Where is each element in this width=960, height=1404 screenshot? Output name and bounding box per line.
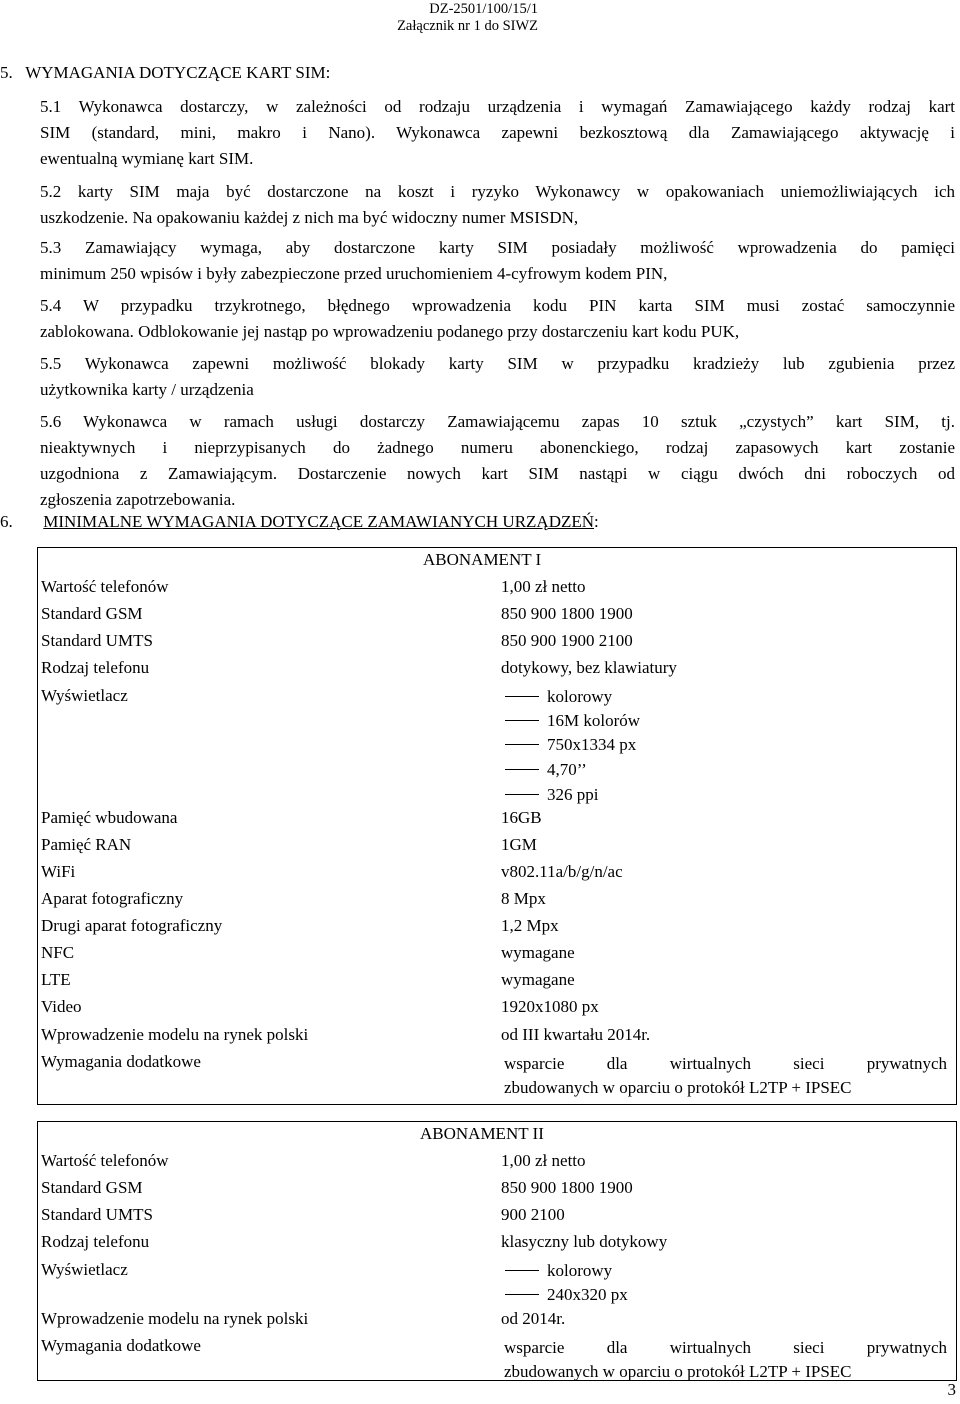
- dash-bullet: [505, 769, 539, 770]
- spec-label: Wymagania dodatkowe: [41, 1052, 201, 1071]
- paragraph-line: 5.3 Zamawiający wymaga, aby dostarczone karty SIM posiadały możliwość wprowadzenia do pamięci: [40, 238, 955, 257]
- extra-line: zbudowanych w oparciu o protokół L2TP + IPSEC: [504, 1078, 852, 1097]
- display-spec-item: [505, 735, 636, 755]
- section-6-title: [0, 512, 599, 532]
- display-spec-item: [505, 760, 587, 780]
- extra-line: wsparcie dla wirtualnych sieci prywatnych: [504, 1338, 947, 1357]
- document-id: DZ-2501/100/15/1: [429, 1, 538, 17]
- abonament-1-extra: [504, 1052, 947, 1100]
- spec-label: Pamięć RAN: [41, 835, 132, 854]
- page-number: 3: [947, 1380, 956, 1399]
- spec-value: 8 Mpx: [501, 889, 546, 908]
- spec-label: Wprowadzenie modelu na rynek polski: [41, 1025, 309, 1044]
- spec-label: WiFi: [41, 862, 76, 881]
- extra-line: wsparcie dla wirtualnych sieci prywatnych: [504, 1054, 947, 1073]
- display-spec-text: 4,70’’: [547, 760, 587, 779]
- spec-label: Video: [41, 997, 82, 1016]
- spec-label: Rodzaj telefonu: [41, 1232, 150, 1251]
- section-6-number: 6.: [0, 512, 13, 531]
- spec-label: Standard GSM: [41, 1178, 143, 1197]
- paragraph-line: uszkodzenie. Na opakowaniu każdej z nich ma być widoczny numer MSISDN,: [40, 208, 579, 227]
- paragraph-line: 5.5 Wykonawca zapewni możliwość blokady karty SIM w przypadku kradzieży lub zgubienia przez: [40, 354, 955, 373]
- display-spec-text: 326 ppi: [547, 785, 599, 804]
- paragraph-line: ewentualną wymianę kart SIM.: [40, 149, 254, 168]
- spec-value: od III kwartału 2014r.: [501, 1025, 651, 1044]
- paragraph-5-3: [40, 235, 955, 287]
- spec-label: Wartość telefonów: [41, 1151, 169, 1170]
- spec-value: 16GB: [501, 808, 542, 827]
- paragraph-line: 5.4 W przypadku trzykrotnego, błędnego wprowadzenia kodu PIN karta SIM musi zostać samoczynnie: [40, 296, 955, 315]
- spec-label: Drugi aparat fotograficzny: [41, 916, 223, 935]
- spec-label: Standard UMTS: [41, 1205, 153, 1224]
- spec-value: 1,00 zł netto: [501, 577, 586, 596]
- paragraph-line: zgłoszenia zapotrzebowania.: [40, 490, 236, 509]
- spec-label: LTE: [41, 970, 71, 989]
- spec-value: wymagane: [501, 943, 575, 962]
- paragraph-line: 5.1 Wykonawca dostarczy, w zależności od rodzaju urządzenia i wymagań Zamawiającego każdy rodzaj kart: [40, 97, 955, 116]
- dash-bullet: [505, 1270, 539, 1271]
- spec-value: 850 900 1900 2100: [501, 631, 633, 650]
- spec-value: v802.11a/b/g/n/ac: [501, 862, 623, 881]
- paragraph-line: użytkownika karty / urządzenia: [40, 380, 254, 399]
- display-spec-text: 750x1334 px: [547, 735, 637, 754]
- dash-bullet: [505, 720, 539, 721]
- dash-bullet: [505, 744, 539, 745]
- spec-value: od 2014r.: [501, 1309, 566, 1328]
- paragraph-5-1: [40, 94, 955, 172]
- display-spec-item: [505, 1261, 612, 1281]
- spec-label: Pamięć wbudowana: [41, 808, 178, 827]
- spec-value: 900 2100: [501, 1205, 565, 1224]
- spec-label: Standard GSM: [41, 604, 143, 623]
- spec-label: Wyświetlacz: [41, 686, 128, 705]
- spec-label: Wprowadzenie modelu na rynek polski: [41, 1309, 309, 1328]
- annex-label: Załącznik nr 1 do SIWZ: [397, 18, 538, 34]
- spec-label: Wyświetlacz: [41, 1260, 128, 1279]
- dash-bullet: [505, 794, 539, 795]
- paragraph-line: 5.6 Wykonawca w ramach usługi dostarczy Zamawiającemu zapas 10 sztuk „czystych” kart SIM, tj.: [40, 412, 955, 431]
- paragraph-line: zablokowana. Odblokowanie jej nastąp po wprowadzeniu podanego przy dostarczeniu kart kodu PUK,: [40, 322, 740, 341]
- extra-line: zbudowanych w oparciu o protokół L2TP + IPSEC: [504, 1362, 852, 1381]
- spec-value: dotykowy, bez klawiatury: [501, 658, 677, 677]
- display-spec-item: [505, 687, 612, 707]
- display-spec-text: kolorowy: [547, 687, 613, 706]
- spec-label: Rodzaj telefonu: [41, 658, 150, 677]
- section-6-heading: MINIMALNE WYMAGANIA DOTYCZĄCE ZAMAWIANYCH URZĄDZEŃ: [43, 512, 595, 531]
- paragraph-line: nieaktywnych i nieprzypisanych do żadnego numeru abonenckiego, rodzaj zapasowych kart zostanie: [40, 438, 955, 457]
- spec-value: 1,2 Mpx: [501, 916, 559, 935]
- paragraph-5-2: [40, 179, 955, 231]
- paragraph-line: SIM (standard, mini, makro i Nano). Wykonawca zapewni bezkosztową dla Zamawiającego aktywację i: [40, 123, 955, 142]
- paragraph-line: minimum 250 wpisów i były zabezpieczone przed uruchomieniem 4-cyfrowym kodem PIN,: [40, 264, 668, 283]
- spec-value: 850 900 1800 1900: [501, 604, 633, 623]
- display-spec-item: [505, 711, 640, 731]
- abonament-2-extra: [504, 1336, 947, 1384]
- spec-label: Wymagania dodatkowe: [41, 1336, 201, 1355]
- display-spec-item: [505, 785, 598, 805]
- section-6-colon: :: [594, 512, 599, 531]
- paragraph-5-6: [40, 409, 955, 513]
- paragraph-5-4: [40, 293, 955, 345]
- spec-value: 1,00 zł netto: [501, 1151, 586, 1170]
- spec-value: 1GM: [501, 835, 537, 854]
- spec-label: NFC: [41, 943, 75, 962]
- document-header: [397, 1, 538, 35]
- display-spec-text: 16M kolorów: [547, 711, 641, 730]
- display-spec-text: 240x320 px: [547, 1285, 628, 1304]
- display-spec-item: [505, 1285, 628, 1305]
- paragraph-line: uzgodniona z Zamawiającym. Dostarczenie nowych kart SIM nastąpi w ciągu dwóch dni roboczych od: [40, 464, 955, 483]
- paragraph-line: 5.2 karty SIM maja być dostarczone na koszt i ryzyko Wykonawcy w opakowaniach uniemożliwiających ich: [40, 182, 955, 201]
- abonament-2-title: ABONAMENT II: [420, 1124, 544, 1143]
- spec-value: 850 900 1800 1900: [501, 1178, 633, 1197]
- spec-label: Wartość telefonów: [41, 577, 169, 596]
- spec-label: Standard UMTS: [41, 631, 153, 650]
- spec-value: klasyczny lub dotykowy: [501, 1232, 668, 1251]
- spec-value: 1920x1080 px: [501, 997, 599, 1016]
- spec-value: wymagane: [501, 970, 575, 989]
- spec-label: Aparat fotograficzny: [41, 889, 184, 908]
- display-spec-text: kolorowy: [547, 1261, 613, 1280]
- dash-bullet: [505, 696, 539, 697]
- abonament-1-title: ABONAMENT I: [423, 550, 542, 569]
- dash-bullet: [505, 1294, 539, 1295]
- section-5-title: 5. WYMAGANIA DOTYCZĄCE KART SIM:: [0, 63, 331, 82]
- paragraph-5-5: [40, 351, 955, 403]
